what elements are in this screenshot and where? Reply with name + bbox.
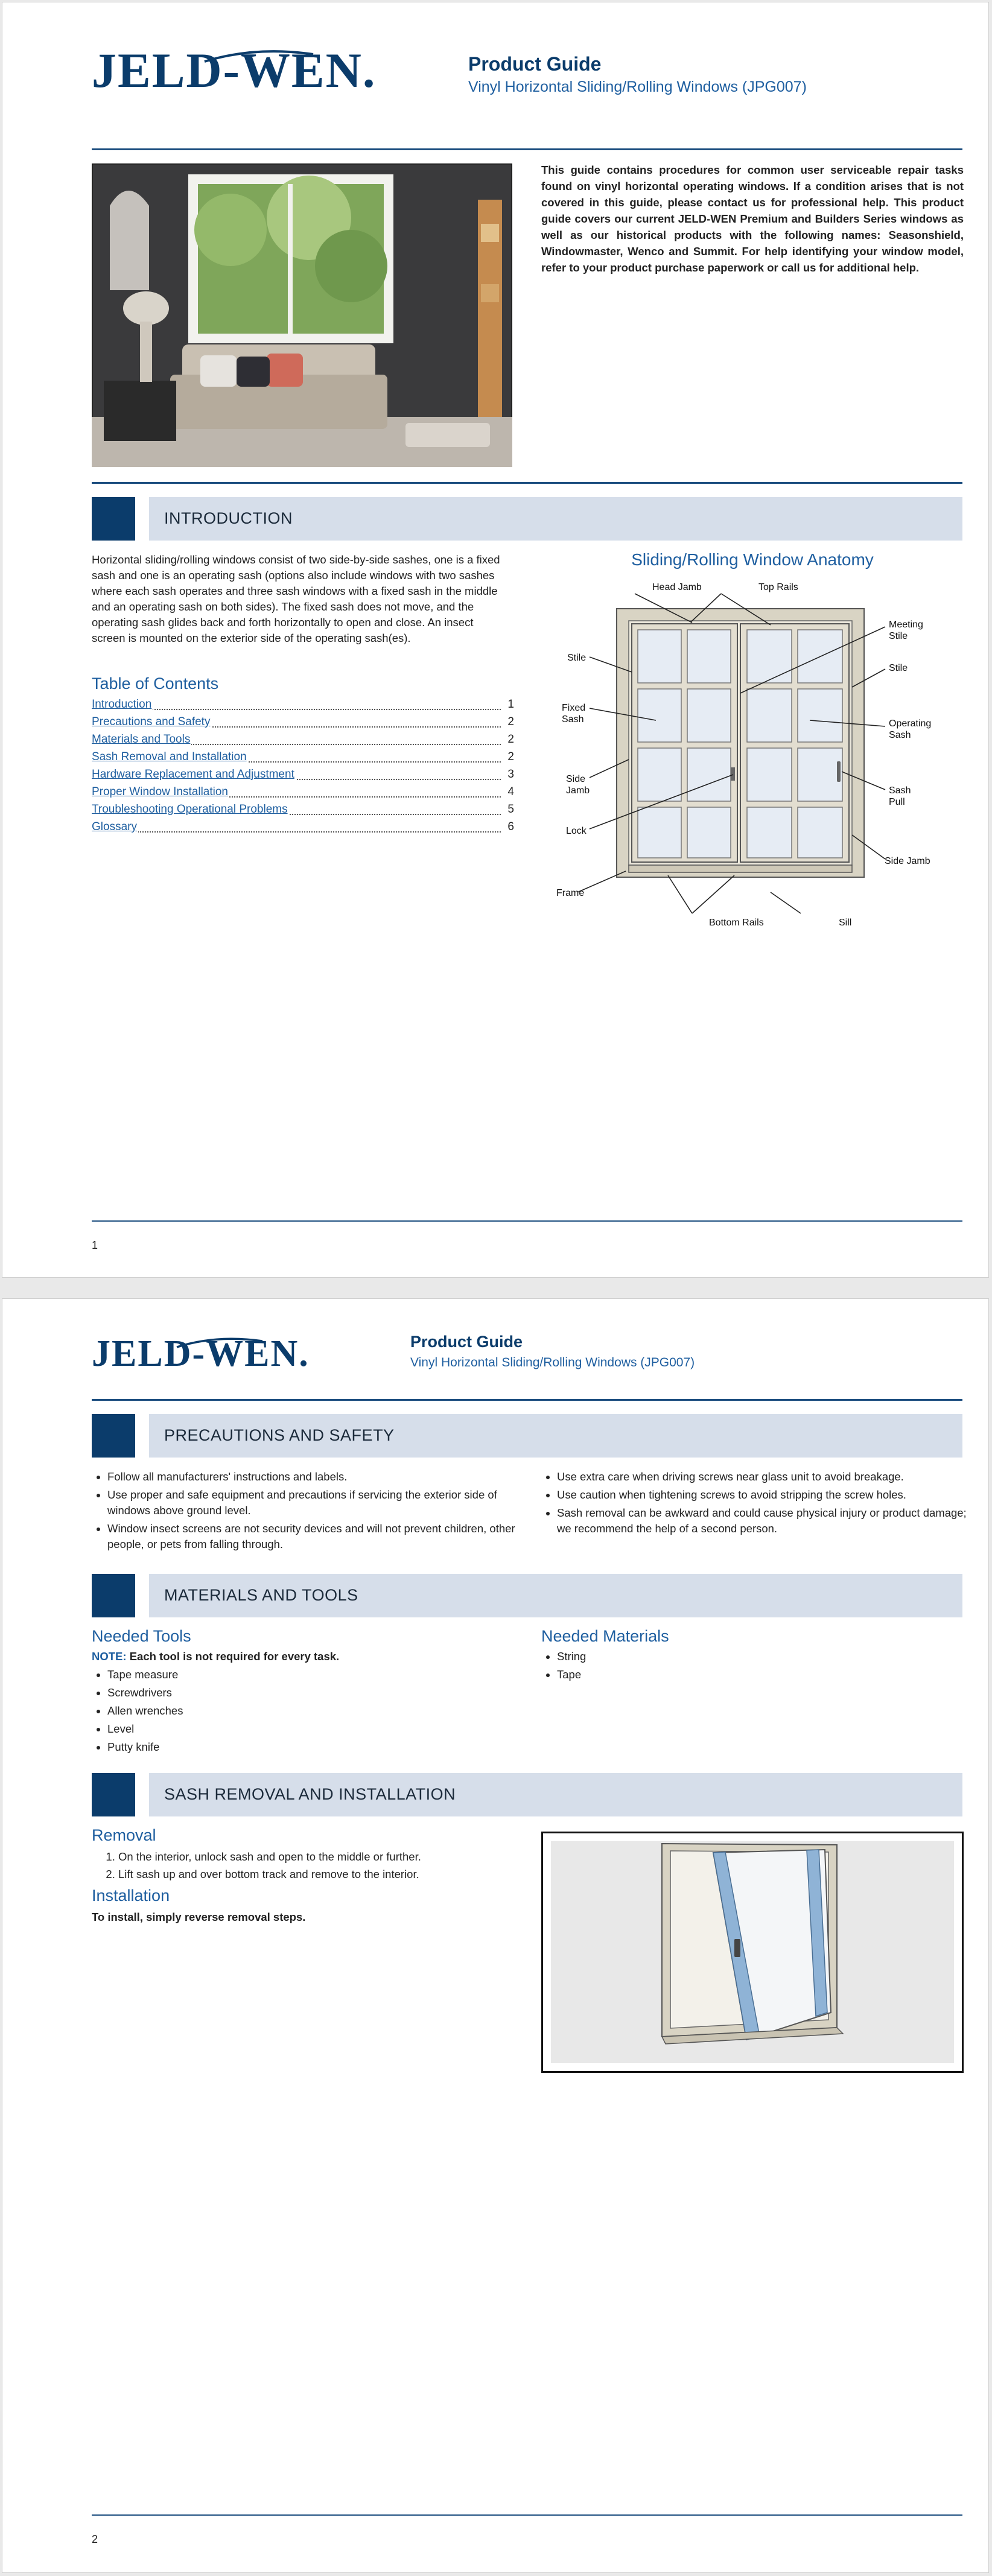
list-item: • Level [107,1721,469,1737]
sash-heading: SASH REMOVAL AND INSTALLATION [164,1785,456,1803]
toc-row[interactable] [92,698,514,714]
intro-summary: This guide contains procedures for common user serviceable repair tasks found on vinyl horizontal operating windows. If a condition arises that is not covered in this guide, please contact us for professional help. This product guide covers our current JELD-WEN Premium and Builders Series windows as well as our historical products with the following names: Seasonshield, Windowmaster, Wenco and Summit. For help identifying your window model, refer to your product purchase paperwork or call us for additional help. [541,163,964,274]
tools-note [92,1649,339,1664]
logo-swoosh-icon [202,48,316,66]
removal-steps [92,1848,541,1883]
toc-page: 2 [507,733,514,746]
list-item: 1. On the interior, unlock sash and open to the middle or further. [118,1848,541,1865]
jeldwen-logo: JELD-WEN. [92,43,377,98]
list-item: • Window insect screens are not security devices and will not prevent children, other people, or pets from falling through. [107,1521,530,1552]
label-sill: Sill [839,918,852,928]
installation-title: Installation [92,1886,170,1905]
header-subtitle: Vinyl Horizontal Sliding/Rolling Windows (JPG007) [468,78,807,95]
label-fixed-sash: Fixed Sash [562,703,586,725]
logo-swoosh-icon [174,1336,265,1351]
materials-heading: MATERIALS AND TOOLS [164,1586,358,1604]
label-lock: Lock [566,826,587,836]
section-marker [92,1574,135,1617]
page-1 [2,2,989,1278]
precautions-right-list [541,1469,979,1539]
page-2 [2,1298,989,2573]
label-side-jamb-left: Side Jamb [566,774,590,796]
list-item: • Use caution when tightening screws to avoid stripping the screw holes. [557,1487,979,1503]
footer-rule [92,2514,962,2516]
materials-list [541,1649,919,1685]
toc-page: 2 [507,750,514,763]
precautions-left-list [92,1469,530,1555]
section-marker [92,497,135,541]
list-item: • Use extra care when driving screws near glass unit to avoid breakage. [557,1469,979,1485]
living-room-photo [92,163,512,467]
toc-row[interactable] [92,768,514,784]
label-side-jamb-right: Side Jamb [885,856,930,866]
section-marker [92,1414,135,1458]
toc-page: 5 [507,803,514,816]
toc-page: 6 [507,820,514,833]
introduction-text: Horizontal sliding/rolling windows consist of two side-by-side sashes, one is a fixed sash and one is an operating sash (options also include windows with two sashes where each sash operates and three sash windows with a fixed sash in the middle and an operating sash on both sides). The fixed sash does not move, and the operating sash glides back and forth horizontally to open and close. An insect screen is mounted on the exterior side of the operating sash(es). [92,553,500,644]
header-title: Product Guide [410,1333,523,1351]
label-head-jamb: Head Jamb [652,582,702,592]
sash-removal-illustration [541,1832,964,2073]
label-meeting-stile: Meeting Stile [889,620,923,641]
toc-page: 2 [507,715,514,728]
label-frame: Frame [556,888,585,898]
label-operating-sash: Operating Sash [889,719,932,740]
list-item: • Use proper and safe equipment and precautions if servicing the exterior side of windows above ground level. [107,1487,530,1518]
list-item: 2. Lift sash up and over bottom track and remove to the interior. [118,1865,541,1883]
toc-link[interactable]: Materials and Tools [92,733,191,746]
list-item: • Follow all manufacturers' instructions and labels. [107,1469,530,1485]
label-bottom-rails: Bottom Rails [709,918,764,928]
page-number: 1 [92,1239,98,1251]
section-rule [92,482,962,484]
header-title: Product Guide [468,53,602,75]
toc-link[interactable]: Introduction [92,698,152,711]
list-item: • Screwdrivers [107,1685,469,1701]
label-stile-left: Stile [567,653,587,663]
note-text: Each tool is not required for every task. [129,1650,340,1663]
list-item: • Tape [557,1667,919,1683]
list-item: • Tape measure [107,1667,469,1683]
introduction-heading: INTRODUCTION [164,509,293,527]
list-item: • Sash removal can be awkward and could cause physical injury or product damage; we recommend the help of a second person. [557,1505,979,1537]
list-item: • Allen wrenches [107,1703,469,1719]
section-marker [92,1773,135,1816]
materials-subtitle: Needed Materials [541,1627,669,1645]
toc-link[interactable]: Precautions and Safety [92,715,211,728]
toc-page: 3 [507,768,514,781]
table-of-contents [92,698,514,843]
label-sash-pull: Sash Pull [889,785,911,807]
toc-link[interactable]: Troubleshooting Operational Problems [92,803,288,816]
toc-link[interactable]: Hardware Replacement and Adjustment [92,768,294,781]
footer-rule [92,1220,962,1222]
label-top-rails: Top Rails [758,582,798,592]
toc-link[interactable]: Sash Removal and Installation [92,750,247,763]
removal-title: Removal [92,1826,156,1844]
toc-row[interactable] [92,820,514,836]
toc-row[interactable] [92,750,514,766]
toc-link[interactable]: Proper Window Installation [92,785,228,798]
header-rule [92,1399,962,1401]
toc-page: 4 [507,785,514,798]
list-item: • String [557,1649,919,1664]
header-subtitle: Vinyl Horizontal Sliding/Rolling Windows (JPG007) [410,1356,695,1369]
label-stile-right: Stile [889,663,908,673]
toc-row[interactable] [92,785,514,801]
anatomy-title: Sliding/Rolling Window Anatomy [631,550,874,569]
tools-title: Needed Tools [92,1627,191,1645]
toc-title: Table of Contents [92,674,219,693]
list-item: • Putty knife [107,1739,469,1755]
toc-row[interactable] [92,733,514,749]
toc-row[interactable] [92,803,514,819]
precautions-heading: PRECAUTIONS AND SAFETY [164,1426,395,1444]
tools-list [92,1667,469,1757]
installation-text: To install, simply reverse removal steps. [92,1911,306,1923]
jeldwen-logo: JELD-WEN. [92,1333,310,1374]
toc-row[interactable] [92,715,514,731]
note-label: NOTE: [92,1650,127,1663]
page-number: 2 [92,2533,98,2545]
header-rule [92,148,962,150]
toc-link[interactable]: Glossary [92,820,137,833]
toc-page: 1 [507,698,514,711]
